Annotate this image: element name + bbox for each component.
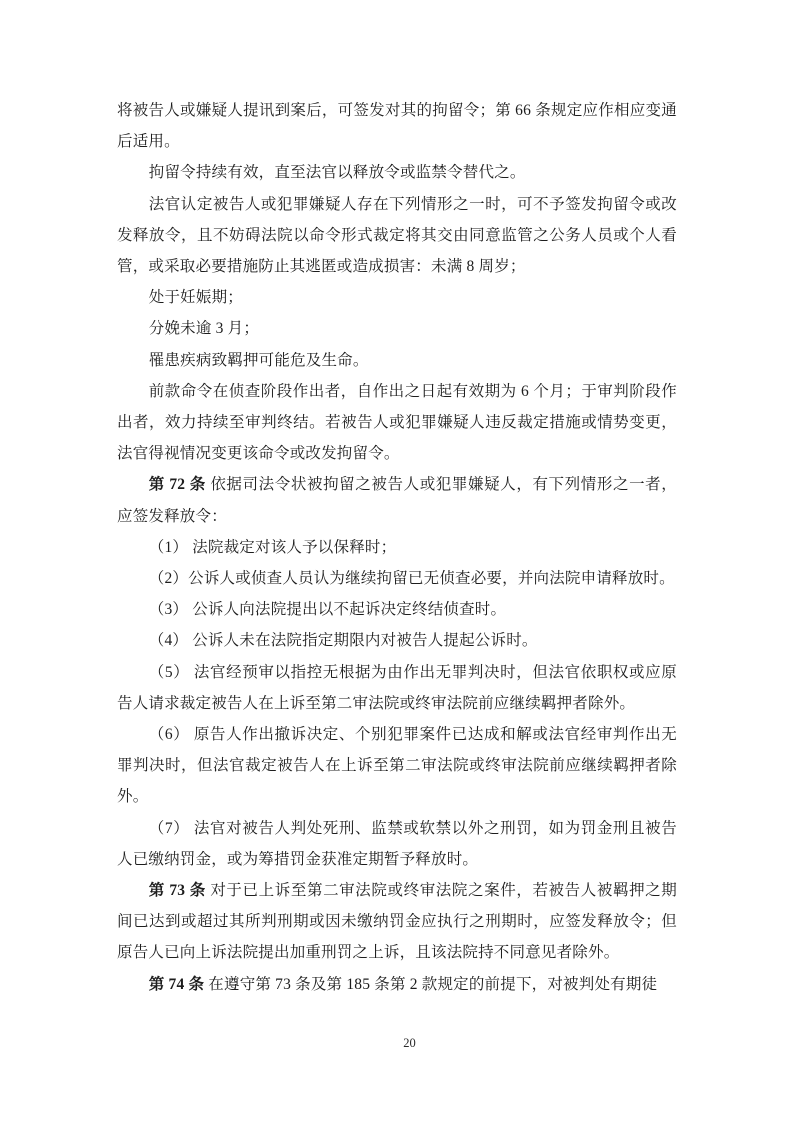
document-body (117, 95, 677, 1000)
paragraph: 罹患疾病致羁押可能危及生命。 (148, 351, 369, 369)
paragraph: （3） 公诉人向法院提出以不起诉决定终结侦查时。 (148, 601, 507, 619)
page-footer (0, 1034, 793, 1052)
paragraph: 第 73 条 对于已上诉至第二审法院或终审法院之案件，若被告人被羁押之期间已达到或超过其所判刑期或因未缴纳罚金应执行之刑期时，应签发释放令；但原告人已向上诉法院提出加重刑罚之上诉，且该法院持不同意见者除外。 (117, 882, 677, 962)
paragraph: （6） 原告人作出撤诉决定、个别犯罪案件已达成和解或法官经审判作出无罪判决时，但法官裁定被告人在上诉至第二审法院或终审法院前应继续羁押者除外。 (117, 726, 677, 806)
paragraph: 将被告人或嫌疑人提讯到案后，可签发对其的拘留令；第 66 条规定应作相应变通后适用。 (117, 102, 677, 151)
article-number: 第 74 条 (148, 975, 205, 993)
paragraph: 分娩未逾 3 月； (148, 320, 260, 338)
paragraph: （4） 公诉人未在法院指定期限内对被告人提起公诉时。 (148, 632, 538, 650)
paragraph: （7） 法官对被告人判处死刑、监禁或软禁以外之刑罚，如为罚金刑且被告人已缴纳罚金，或为筹措罚金获准定期暂予释放时。 (117, 819, 677, 868)
paragraph: 法官认定被告人或犯罪嫌疑人存在下列情形之一时，可不予签发拘留令或改发释放令，且不妨碍法院以命令形式裁定将其交由同意监管之公务人员或个人看管，或采取必要措施防止其逃匿或造成损害：未满 8 周岁； (117, 195, 677, 276)
paragraph: 第 74 条 在遵守第 73 条及第 185 条第 2 款规定的前提下，对被判处有期徒 (148, 975, 658, 993)
paragraph: 拘留令持续有效，直至法官以释放令或监禁令替代之。 (148, 164, 526, 182)
article-number: 第 72 条 (148, 476, 206, 494)
page-number: 20 (403, 1036, 416, 1050)
article-number: 第 73 条 (148, 882, 206, 900)
paragraph: 前款命令在侦查阶段作出者，自作出之日起有效期为 6 个月；于审判阶段作出者，效力持续至审判终结。若被告人或犯罪嫌疑人违反裁定措施或情势变更，法官得视情况变更该命令或改发拘留令。 (117, 382, 677, 463)
paragraph: （1） 法院裁定对该人予以保释时； (148, 538, 397, 556)
paragraph: 第 72 条 依据司法令状被拘留之被告人或犯罪嫌疑人，有下列情形之一者，应签发释放令： (117, 476, 677, 525)
paragraph: （2）公诉人或侦查人员认为继续拘留已无侦查必要，并向法院申请释放时。 (148, 570, 675, 588)
paragraph: （5） 法官经预审以指控无根据为由作出无罪判决时，但法官依职权或应原告人请求裁定被告人在上诉至第二审法院或终审法院前应继续羁押者除外。 (117, 663, 677, 712)
paragraph: 处于妊娠期； (148, 289, 243, 307)
